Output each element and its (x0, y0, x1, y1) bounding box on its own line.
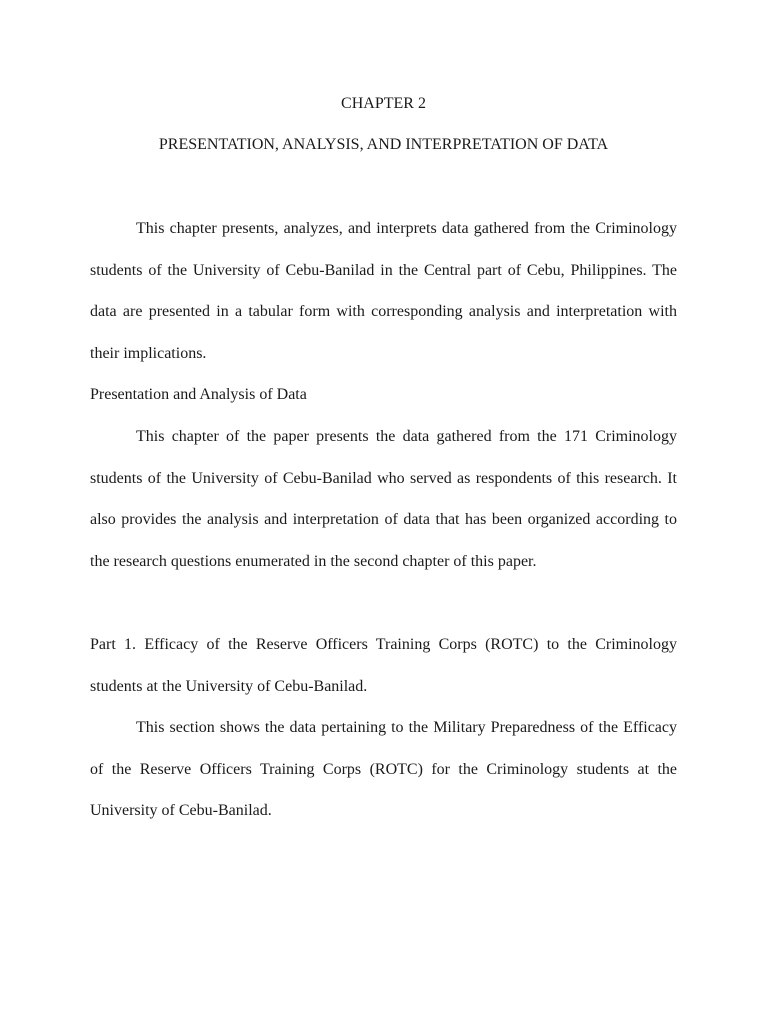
part-paragraph: This section shows the data pertaining to the Military Preparedness of the Efficacy of the Reserve Officers Training Corps (ROTC) for the Criminology students at the University of Cebu-Banilad. (90, 719, 677, 820)
section-paragraph: This chapter of the paper presents the data gathered from the 171 Criminology students of the University of Cebu-Banilad who served as respondents of this research. It also provides the analysis and interpretation of data that has been organized according to the research questions enumerated in the second chapter of this paper. (90, 428, 677, 570)
chapter-number: CHAPTER 2 (341, 95, 426, 112)
section-heading: Presentation and Analysis of Data (90, 386, 307, 403)
document-page (90, 0, 677, 1024)
part-heading: Part 1. Efficacy of the Reserve Officers Training Corps (ROTC) to the Criminology students at the University of Cebu-Banilad. (90, 636, 677, 695)
intro-paragraph: This chapter presents, analyzes, and interprets data gathered from the Criminology students of the University of Cebu-Banilad in the Central part of Cebu, Philippines. The data are presented in a tabular form with corresponding analysis and interpretation with their implications. (90, 220, 677, 362)
chapter-title: PRESENTATION, ANALYSIS, AND INTERPRETATION OF DATA (158, 136, 609, 153)
